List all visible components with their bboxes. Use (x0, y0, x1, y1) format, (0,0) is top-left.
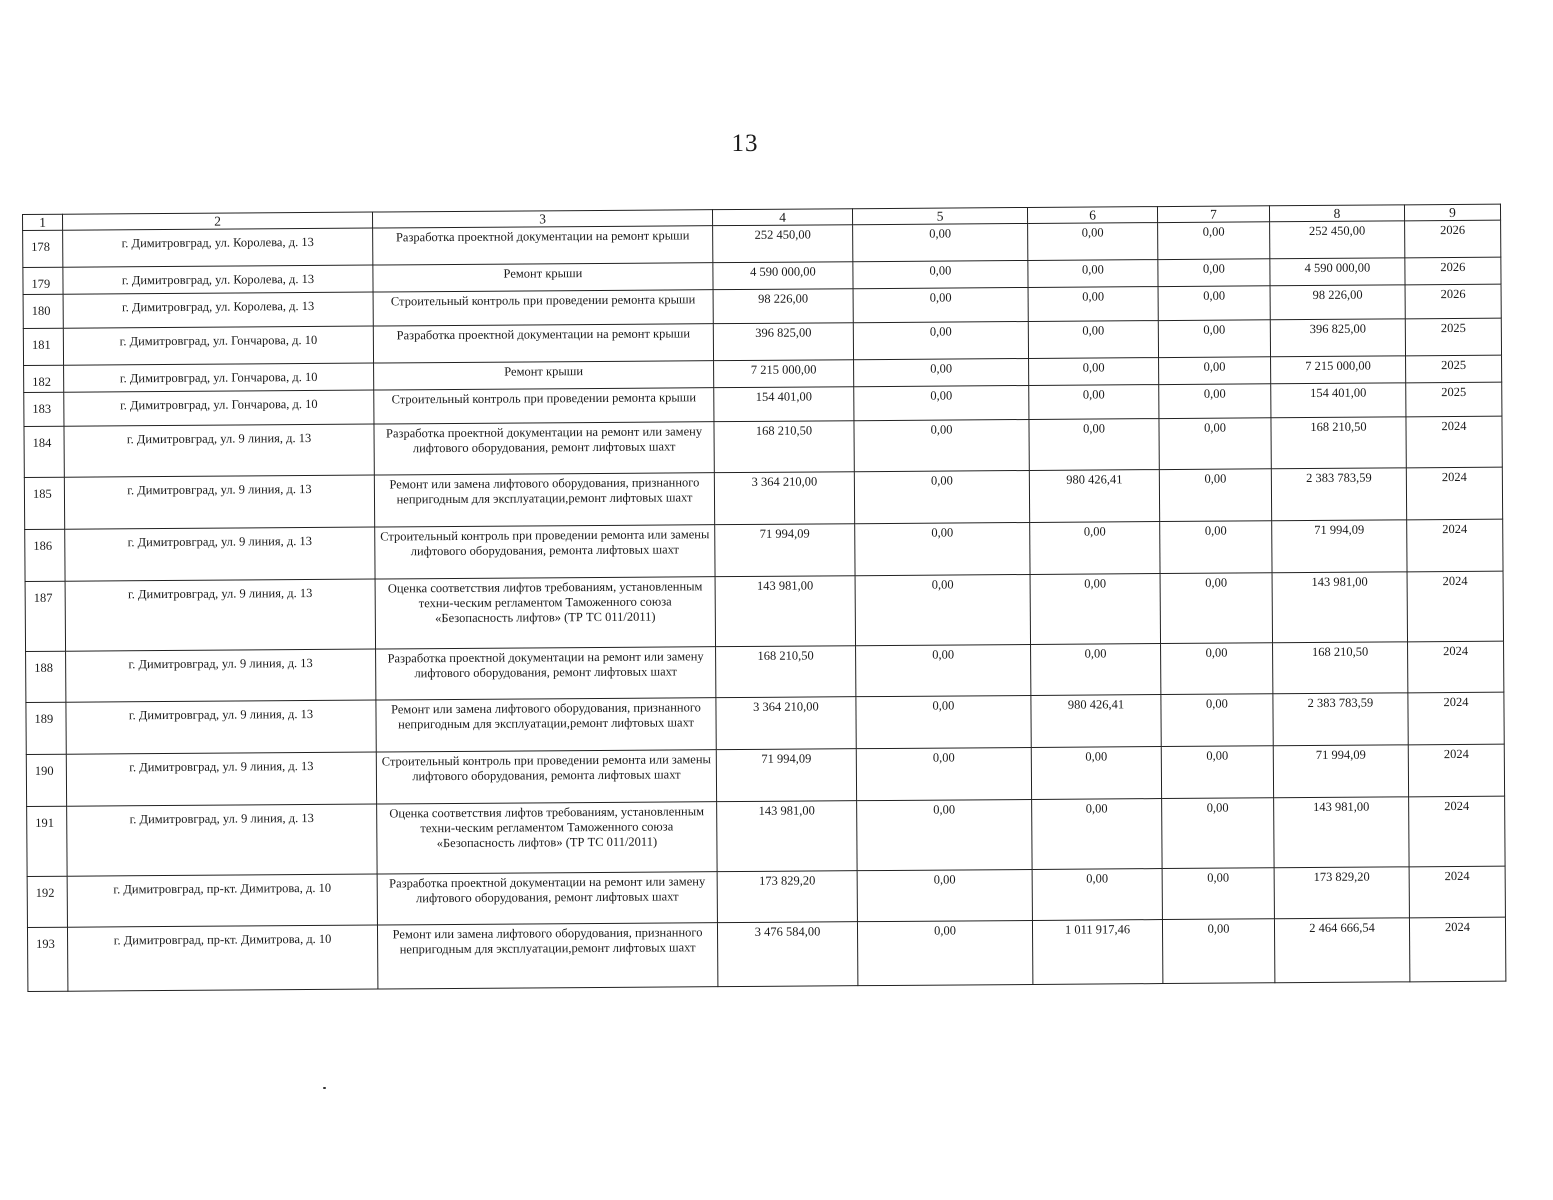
column-7-cell: 0,00 (1159, 418, 1271, 470)
table-row (27, 917, 1505, 991)
year-cell: 2024 (1409, 866, 1505, 918)
column-number: 7 (1157, 206, 1269, 223)
column-5-cell: 0,00 (856, 695, 1031, 748)
column-6-cell: 980 426,41 (1029, 470, 1159, 523)
column-7-cell: 0,00 (1161, 746, 1273, 799)
column-8-cell: 71 994,09 (1273, 745, 1408, 798)
total-cost-cell: 3 364 210,00 (716, 697, 856, 750)
column-5-cell: 0,00 (854, 419, 1029, 471)
year-cell: 2024 (1409, 796, 1505, 867)
table-body (23, 220, 1506, 991)
column-7-cell: 0,00 (1158, 320, 1270, 358)
column-7-cell: 0,00 (1162, 868, 1274, 920)
row-number: 185 (24, 477, 64, 529)
work-description-cell: Ремонт или замена лифтового оборудования, признанного непригодным для эксплуатации,ремонт лифтовых шахт (377, 923, 717, 989)
column-8-cell: 2 464 666,54 (1274, 918, 1409, 983)
work-description-cell: Ремонт или замена лифтового оборудования, признанного непригодным для эксплуатации,ремонт лифтовых шахт (374, 473, 714, 527)
column-5-cell: 0,00 (857, 869, 1032, 921)
column-8-cell: 252 450,00 (1270, 221, 1405, 259)
column-8-cell: 168 210,50 (1271, 417, 1406, 469)
work-description-cell: Строительный контроль при проведении ремонта или замены лифтового оборудования, ремонта лифтовых шахт (376, 750, 716, 804)
column-7-cell: 0,00 (1162, 919, 1274, 984)
column-number: 9 (1404, 204, 1500, 221)
work-description-cell: Ремонт или замена лифтового оборудования, признанного непригодным для эксплуатации,ремонт лифтовых шахт (376, 698, 716, 752)
column-8-cell: 7 215 000,00 (1271, 356, 1406, 384)
column-number: 4 (712, 209, 852, 226)
column-8-cell: 2 383 783,59 (1273, 693, 1408, 746)
column-7-cell: 0,00 (1160, 573, 1272, 644)
column-6-cell: 0,00 (1030, 522, 1160, 575)
row-number: 188 (26, 651, 66, 702)
year-cell: 2024 (1408, 692, 1504, 745)
column-6-cell: 0,00 (1028, 260, 1158, 288)
works-table (22, 204, 1506, 992)
column-6-cell: 980 426,41 (1031, 695, 1161, 748)
address-cell: г. Димитровград, ул. 9 линия, д. 13 (67, 804, 377, 876)
column-6-cell: 0,00 (1029, 358, 1159, 386)
year-cell: 2025 (1405, 318, 1501, 356)
page-number: 13 (731, 130, 759, 157)
total-cost-cell: 7 215 000,00 (714, 360, 854, 388)
column-5-cell: 0,00 (857, 799, 1032, 870)
total-cost-cell: 168 210,50 (716, 646, 856, 698)
address-cell: г. Димитровград, ул. Гончарова, д. 10 (64, 363, 374, 392)
year-cell: 2025 (1406, 382, 1502, 417)
total-cost-cell: 3 364 210,00 (714, 472, 854, 525)
column-8-cell: 143 981,00 (1272, 572, 1407, 643)
column-7-cell: 0,00 (1158, 222, 1270, 260)
column-8-cell: 154 401,00 (1271, 383, 1406, 418)
row-number: 178 (23, 230, 63, 267)
column-number: 3 (372, 210, 712, 228)
year-cell: 2024 (1406, 416, 1502, 468)
work-description-cell: Ремонт крыши (373, 263, 713, 292)
column-6-cell: 0,00 (1029, 419, 1159, 471)
row-number: 187 (25, 581, 65, 651)
column-8-cell: 143 981,00 (1274, 797, 1409, 868)
year-cell: 2024 (1407, 571, 1503, 642)
column-number: 8 (1269, 205, 1404, 222)
address-cell: г. Димитровград, ул. 9 линия, д. 13 (64, 475, 374, 529)
column-8-cell: 98 226,00 (1270, 285, 1405, 320)
column-5-cell: 0,00 (856, 747, 1031, 800)
total-cost-cell: 71 994,09 (715, 524, 855, 577)
column-6-cell: 0,00 (1028, 321, 1158, 359)
row-number: 190 (26, 754, 66, 806)
row-number: 186 (25, 529, 65, 581)
total-cost-cell: 71 994,09 (716, 749, 856, 802)
column-8-cell: 396 825,00 (1270, 319, 1405, 357)
column-6-cell: 0,00 (1031, 644, 1161, 696)
column-5-cell: 0,00 (853, 260, 1028, 288)
total-cost-cell: 173 829,20 (717, 871, 857, 923)
year-cell: 2024 (1406, 467, 1502, 520)
stray-mark (323, 1087, 326, 1089)
work-description-cell: Оценка соответствия лифтов требованиям, установленным техни-ческим регламентом Таможенного союза «Безопасность лифтов» (ТР ТС 011/2011) (375, 577, 715, 649)
address-cell: г. Димитровград, ул. 9 линия, д. 13 (65, 527, 375, 581)
column-5-cell: 0,00 (854, 470, 1029, 523)
column-6-cell: 0,00 (1028, 223, 1158, 261)
row-number: 180 (23, 294, 63, 328)
total-cost-cell: 143 981,00 (717, 801, 857, 872)
column-7-cell: 0,00 (1162, 798, 1274, 869)
column-7-cell: 0,00 (1160, 521, 1272, 574)
column-7-cell: 0,00 (1158, 286, 1270, 321)
column-6-cell: 0,00 (1031, 747, 1161, 800)
column-5-cell: 0,00 (853, 223, 1028, 261)
column-5-cell: 0,00 (853, 321, 1028, 359)
column-8-cell: 168 210,50 (1273, 642, 1408, 694)
column-5-cell: 0,00 (855, 522, 1030, 575)
column-5-cell: 0,00 (854, 385, 1029, 420)
column-7-cell: 0,00 (1161, 694, 1273, 747)
column-number: 5 (852, 207, 1027, 224)
row-number: 193 (27, 927, 67, 991)
address-cell: г. Димитровград, ул. Королева, д. 13 (63, 265, 373, 294)
table-row (25, 571, 1503, 651)
document-sheet (22, 204, 1505, 992)
year-cell: 2024 (1408, 641, 1504, 693)
work-description-cell: Разработка проектной документации на ремонт крыши (373, 226, 713, 265)
column-6-cell: 0,00 (1032, 869, 1162, 921)
work-description-cell: Оценка соответствия лифтов требованиям, установленным техни-ческим регламентом Таможенного союза «Безопасность лифтов» (ТР ТС 011/2011) (377, 802, 717, 874)
row-number: 184 (24, 426, 64, 477)
row-number: 189 (26, 702, 66, 754)
address-cell: г. Димитровград, ул. Королева, д. 13 (63, 228, 373, 267)
year-cell: 2024 (1407, 519, 1503, 572)
column-6-cell: 0,00 (1028, 287, 1158, 322)
column-5-cell: 0,00 (853, 287, 1028, 322)
column-number: 6 (1027, 207, 1157, 224)
row-number: 192 (27, 876, 67, 927)
address-cell: г. Димитровград, ул. 9 линия, д. 13 (66, 752, 376, 806)
total-cost-cell: 3 476 584,00 (717, 922, 857, 987)
column-6-cell: 0,00 (1032, 799, 1162, 870)
column-7-cell: 0,00 (1158, 259, 1270, 287)
total-cost-cell: 154 401,00 (714, 387, 854, 422)
column-5-cell: 0,00 (854, 358, 1029, 386)
address-cell: г. Димитровград, ул. 9 линия, д. 13 (66, 700, 376, 754)
column-8-cell: 173 829,20 (1274, 867, 1409, 919)
column-6-cell: 1 011 917,46 (1032, 920, 1162, 985)
column-5-cell: 0,00 (857, 920, 1032, 985)
work-description-cell: Разработка проектной документации на ремонт крыши (373, 324, 713, 363)
row-number: 182 (24, 365, 64, 392)
work-description-cell: Строительный контроль при проведении ремонта крыши (374, 388, 714, 424)
column-7-cell: 0,00 (1161, 643, 1273, 695)
total-cost-cell: 143 981,00 (715, 576, 855, 647)
address-cell: г. Димитровград, ул. Гончарова, д. 10 (63, 326, 373, 365)
year-cell: 2026 (1405, 284, 1501, 319)
year-cell: 2025 (1406, 355, 1502, 383)
year-cell: 2024 (1408, 744, 1504, 797)
total-cost-cell: 252 450,00 (713, 225, 853, 263)
year-cell: 2026 (1405, 257, 1501, 285)
column-7-cell: 0,00 (1159, 357, 1271, 385)
column-8-cell: 71 994,09 (1272, 520, 1407, 573)
work-description-cell: Ремонт крыши (374, 361, 714, 390)
column-5-cell: 0,00 (856, 644, 1031, 696)
column-6-cell: 0,00 (1030, 574, 1160, 645)
address-cell: г. Димитровград, ул. 9 линия, д. 13 (66, 649, 376, 702)
year-cell: 2024 (1409, 917, 1505, 982)
row-number: 183 (24, 392, 64, 426)
column-8-cell: 2 383 783,59 (1271, 468, 1406, 521)
row-number: 181 (23, 328, 63, 365)
address-cell: г. Димитровград, ул. 9 линия, д. 13 (65, 579, 375, 651)
work-description-cell: Строительный контроль при проведении ремонта или замены лифтового оборудования, ремонта лифтовых шахт (375, 525, 715, 579)
total-cost-cell: 4 590 000,00 (713, 262, 853, 290)
address-cell: г. Димитровград, пр-кт. Димитрова, д. 10 (67, 874, 377, 927)
address-cell: г. Димитровград, ул. 9 линия, д. 13 (64, 424, 374, 477)
column-7-cell: 0,00 (1159, 384, 1271, 419)
column-number: 1 (23, 214, 63, 230)
total-cost-cell: 396 825,00 (713, 323, 853, 361)
year-cell: 2026 (1405, 220, 1501, 258)
address-cell: г. Димитровград, ул. Гончарова, д. 10 (64, 390, 374, 426)
row-number: 179 (23, 267, 63, 294)
column-7-cell: 0,00 (1159, 469, 1271, 522)
address-cell: г. Димитровград, пр-кт. Димитрова, д. 10 (67, 925, 377, 991)
column-5-cell: 0,00 (855, 574, 1030, 645)
work-description-cell: Разработка проектной документации на ремонт или замену лифтового оборудования, ремонт лифтовых шахт (376, 647, 716, 700)
total-cost-cell: 168 210,50 (714, 421, 854, 473)
column-6-cell: 0,00 (1029, 385, 1159, 420)
total-cost-cell: 98 226,00 (713, 289, 853, 324)
address-cell: г. Димитровград, ул. Королева, д. 13 (63, 292, 373, 328)
column-8-cell: 4 590 000,00 (1270, 258, 1405, 286)
work-description-cell: Строительный контроль при проведении ремонта крыши (373, 290, 713, 326)
work-description-cell: Разработка проектной документации на ремонт или замену лифтового оборудования, ремонт лифтовых шахт (377, 872, 717, 925)
table-row (27, 796, 1505, 876)
work-description-cell: Разработка проектной документации на ремонт или замену лифтового оборудования, ремонт лифтовых шахт (374, 422, 714, 475)
column-number: 2 (63, 212, 373, 230)
row-number: 191 (27, 806, 67, 876)
